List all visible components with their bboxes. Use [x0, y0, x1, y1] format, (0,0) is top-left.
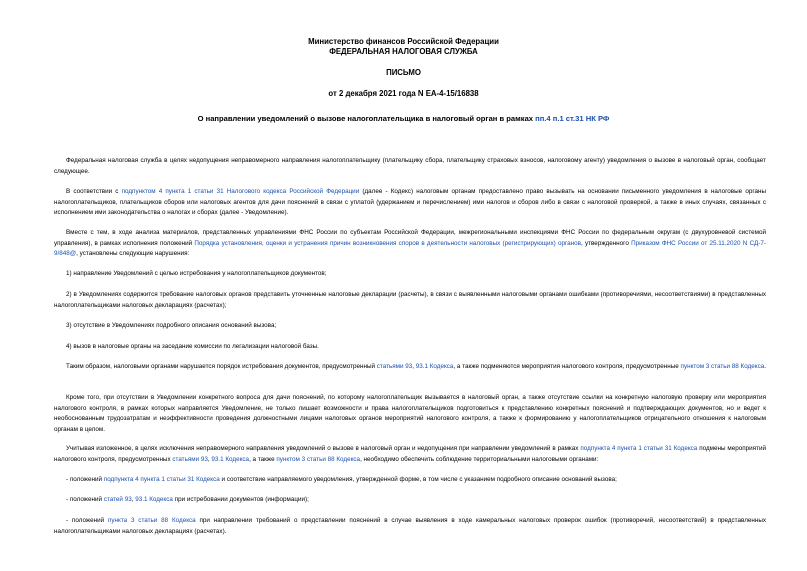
link-b2-article-93-1[interactable]: 93.1 Кодекса: [135, 496, 173, 503]
b1-text-b: и соответствие направляемого уведомления, утвержденной форме, в том числе с указанием подробного описание оснований вызова;: [219, 476, 617, 483]
b2-sep: ,: [131, 496, 136, 503]
document-type: ПИСЬМО: [386, 68, 421, 77]
ministry-name: Министерство финансов Российской Федерации: [308, 37, 499, 46]
list-item-4: 4) вызов в налоговые органы на заседание комиссии по легализации налоговой базы.: [66, 343, 319, 350]
link-b2-article-93[interactable]: статей 93: [103, 496, 132, 503]
paragraph-requirements: [54, 444, 766, 465]
p2-text-a: В соответствии с: [66, 188, 122, 195]
link-article-88-p3[interactable]: пунктом 3 статьи 88 Кодекса: [680, 363, 765, 370]
link-b1-article-31[interactable]: подпункта 4 пункта 1 статьи 31 Кодекса: [103, 476, 220, 483]
p2-text-b: (далее - Кодекс) налоговым органам предоставлено право вызывать на основании письменного уведомления в налоговые органы налогоплательщиков, плательщиков сборов или налоговых агентов для дачи пояснений в связи с уплатой (удержанием и перечислением) ими налогов и сборов либо в связи с налоговой проверкой, а также в иных случаях, связанных с исполнением ими законодательства о налогах и сборах (далее - Уведомление).: [54, 188, 766, 217]
document-date-number: от 2 декабря 2021 года N ЕА-4-15/16838: [328, 89, 479, 98]
b1-text-a: - положений: [66, 476, 104, 483]
p6-sep: ,: [207, 455, 212, 463]
link-dispute-procedure[interactable]: Порядка установления, оценки и устранения причин возникновения споров в деятельности налоговых (регистрирующих) органов: [194, 239, 581, 247]
list-item-2: 2) в Уведомлениях содержится требование налоговых органов представить уточненные налоговые декларации (расчеты), в связи с выявленными налоговыми органами ошибками (противоречиями, несоответствиями) в представленных налогоплательщиками налоговых декларациях (расчетах);: [54, 291, 766, 309]
p6-text-a: Учитывая изложенное, в целях исключения неправомерного направления уведомлений о вызове в налоговый орган и недопущения при направлении уведомлений в рамках: [66, 445, 581, 452]
link-fns-order[interactable]: Приказом ФНС России от 25.11.2020 N СД-7-9/848@: [54, 239, 766, 258]
paragraph-intro: Федеральная налоговая служба в целях недопущения неправомерного направления налогоплательщику (плательщику сбора, плательщику страховых взносов, налоговому агенту) уведомления о вызове в налоговый орган, сообщает следующее.: [54, 157, 766, 175]
link-article-93[interactable]: статьями 93: [376, 363, 413, 370]
link-article-93-b[interactable]: статьями 93: [172, 455, 208, 463]
paragraph-legal-basis: [54, 187, 766, 219]
document-title-text: О направлении уведомлений о вызове налогоплательщика в налоговый орган в рамках: [197, 114, 536, 123]
link-article-88-p3-b[interactable]: пунктом 3 статьи 88 Кодекса: [276, 455, 361, 463]
b2-text-a: - положений: [66, 496, 104, 503]
b2-text-b: при истребовании документов (информации);: [172, 496, 309, 503]
p4-text-a: Таким образом, налоговыми органами нарушается порядок истребования документов, предусмотренный: [66, 363, 377, 370]
p4-text-b: , а также подменяются мероприятия налогового контроля, предусмотренные: [453, 363, 681, 370]
link-article-93-1[interactable]: 93.1 Кодекса: [415, 363, 454, 370]
link-tax-code-article-31[interactable]: подпунктом 4 пункта 1 статьи 31 Налогового кодекса Российской Федерации: [121, 188, 360, 195]
b3-text-b: при направлении требований о представлении пояснений в случае выявления в ходе камеральных налоговых проверок ошибок (противоречий, несоответствий) в представленных налогоплательщиками налоговых декларациях (расчетах).: [54, 517, 766, 535]
paragraph-conclusion: [54, 362, 766, 373]
bullet-1: [54, 475, 766, 486]
service-name: ФЕДЕРАЛЬНАЯ НАЛОГОВАЯ СЛУЖБА: [329, 47, 478, 56]
link-article-31-subpoint-4[interactable]: подпункта 4 пункта 1 статьи 31 Кодекса: [580, 445, 698, 452]
p3-text-a: Вместе с тем, в ходе анализа материалов, представленных управлениями ФНС России по субъектам Российской Федерации, межрегиональными инспекциями ФНС России по федеральным округам (с двухуровневой системой управления), в рамках исполнения положений: [54, 229, 766, 247]
b3-text-a: - положений: [66, 517, 108, 524]
p3-text-c: , установлены следующие нарушения:: [76, 250, 190, 258]
p6-text-b: подмены мероприятий налогового контроля, предусмотренных: [54, 445, 767, 463]
link-article-93-1-b[interactable]: 93.1 Кодекса: [211, 455, 250, 463]
paragraph-consequences: Кроме того, при отсутствии в Уведомлении конкретного вопроса для дачи пояснений, по которому налогоплательщик вызывается в налоговый орган, а также отсутствие ссылки на конкретную налоговую проверку или мероприятия налогового контроля, в рамках которых направляется Уведомление, не только лишает возможности и права налогоплательщиков подготовиться к представлению конкретных пояснений и подтверждающих документов, но и ведет к необоснованным трудозатратам и неэффективности проведения должностными лицами налоговых органов мероприятий налогового контроля, а также к формированию у налогоплательщиков отрицательного отношения к налоговым органам в целом.: [54, 394, 766, 433]
title-link[interactable]: пп.4 п.1 ст.31 НК РФ: [535, 114, 610, 123]
p6-text-c: , а также: [249, 455, 277, 463]
p4-sep: ,: [412, 363, 416, 370]
bullet-3: [54, 516, 766, 537]
document-title: [0, 114, 807, 124]
list-item-3: 3) отсутствие в Уведомлениях подробного описания оснований вызова;: [66, 322, 277, 329]
p6-text-d: , необходимо обеспечить соблюдение территориальными налоговыми органами:: [360, 455, 599, 463]
p3-text-b: , утвержденного: [581, 239, 632, 247]
paragraph-analysis: [54, 228, 766, 260]
list-item-1: 1) направление Уведомлений с целью истребования у налогоплательщиков документов;: [66, 270, 327, 277]
p4-text-c: .: [764, 363, 766, 370]
bullet-2: [54, 495, 766, 506]
link-b3-article-88[interactable]: пункта 3 статьи 88 Кодекса: [107, 517, 196, 524]
